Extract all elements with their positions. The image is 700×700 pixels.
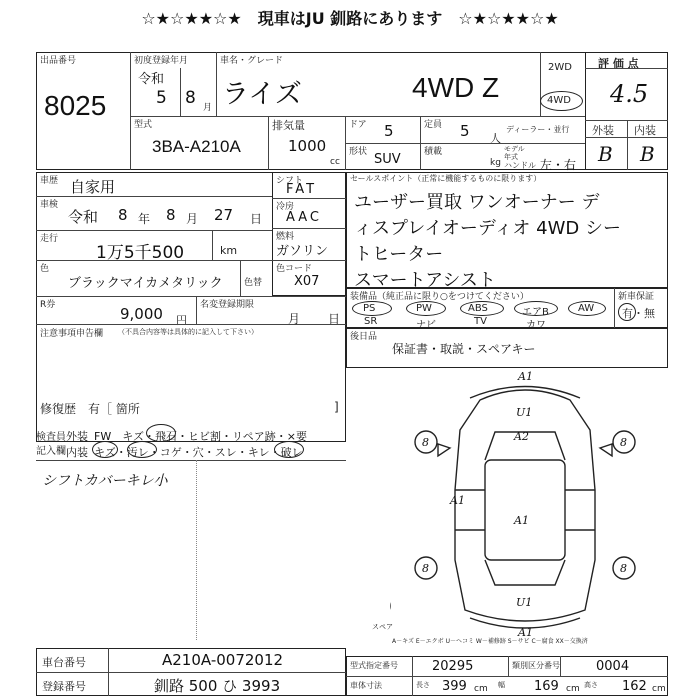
doors-label: ドア: [349, 120, 367, 130]
dims-width-unit: cm: [566, 684, 580, 694]
sales-point-line-2: ィスプレイオーディオ 4WD シー: [354, 218, 621, 239]
notes-sub: （不具合内容等は具体的に記入して下さい）: [118, 328, 258, 336]
plate-value: 釧路 500 ひ 3993: [154, 677, 281, 695]
equip-pw: PW: [416, 303, 432, 314]
equip-navi: ナビ: [416, 320, 436, 331]
mark-a1-roof: A1: [514, 514, 529, 527]
deadline-day-unit: 日: [328, 312, 341, 326]
handwritten-note: シフトカバーキレ小: [42, 473, 168, 489]
car-diagram: [390, 370, 660, 640]
model-year-label2: 年式: [504, 153, 518, 161]
ac-value: AAC: [286, 210, 322, 225]
postscript-label: 後日品: [350, 332, 378, 342]
sales-point-line-3: トヒーター: [354, 244, 444, 265]
sales-points-label: セールスポイント（正常に機能するものに限ります）: [350, 174, 542, 183]
inspector-exterior-items: FW キズ・飛石・ヒビ割・リペア跡・×要: [94, 430, 307, 443]
color-code-value: X07: [294, 274, 320, 289]
plate-label: 登録番号: [42, 680, 86, 693]
dims-length-label: 長さ: [416, 681, 430, 689]
score-value: 4.5: [610, 80, 649, 108]
inspection-era: 令和: [68, 208, 99, 226]
model-name: ライズ: [222, 79, 302, 110]
listing-label: 出品番号: [40, 56, 77, 66]
spare-label: スペア: [372, 623, 393, 631]
first-reg-era: 令和: [138, 72, 165, 87]
equip-airbag: エアB: [522, 307, 549, 318]
inspector-label-1: 検査員: [36, 432, 66, 443]
inspection-label: 車検: [40, 200, 59, 210]
first-reg-label: 初度登録年月: [134, 56, 189, 66]
equip-tv: TV: [474, 316, 487, 327]
inspection-month: 8: [166, 206, 176, 224]
first-reg-year: 5: [156, 88, 167, 108]
mileage-label: 走行: [40, 234, 59, 244]
color-value: ブラックマイカメタリック: [68, 276, 223, 291]
chassis-label: 車台番号: [42, 656, 86, 669]
inspection-day: 27: [214, 206, 234, 224]
type-value: 3BA-A210A: [152, 137, 241, 156]
inspection-month-unit: 月: [186, 212, 199, 226]
recycle-value: 9,000: [120, 305, 163, 323]
inspector-label-2: 記入欄: [36, 446, 66, 457]
designation-value: 20295: [432, 659, 474, 674]
mark-a1-front: A1: [518, 370, 533, 383]
model-year-label1: モデル: [504, 145, 525, 153]
displacement-value: 1000: [288, 137, 327, 155]
inspection-year: 8: [118, 206, 128, 224]
capacity-value: 5: [460, 122, 470, 140]
dims-width: 169: [534, 679, 559, 694]
capacity-label: 定員: [424, 120, 443, 130]
sales-point-line-4: スマートアシスト: [354, 270, 496, 291]
repair-label: 修復歴: [40, 402, 77, 416]
class-label: 類別区分番号: [512, 661, 560, 670]
load-label: 積載: [424, 147, 443, 157]
inspection-day-unit: 日: [250, 212, 263, 226]
chassis-value: A210A-0072012: [162, 651, 284, 669]
dims-height-unit: cm: [652, 684, 666, 694]
handle-label: ハンドル: [504, 161, 536, 170]
sales-point-line-1: ユーザー買取 ワンオーナー デ: [354, 192, 600, 213]
shape-value: SUV: [374, 152, 401, 167]
mark-u1-rear: U1: [516, 596, 533, 609]
mark-u1-hood: U1: [516, 406, 533, 419]
postscript-value: 保証書・取説・スペアキー: [392, 342, 536, 356]
dims-label: 車体寸法: [350, 681, 382, 690]
inspector-exterior-label: 外装: [66, 430, 88, 443]
handle-value: 左・右: [540, 158, 577, 172]
inspection-year-unit: 年: [138, 212, 151, 226]
mileage-unit: km: [220, 244, 238, 257]
repair-value: 有［ 箇所: [88, 402, 140, 416]
equip-sr: SR: [364, 316, 378, 327]
score-label: 評 価 点: [598, 57, 639, 70]
color-replace-label: 色替: [244, 278, 263, 288]
mark-a1-rear: A1: [518, 626, 533, 639]
mark-a1-left: A1: [450, 494, 465, 507]
tire-mark-rl: 8: [422, 562, 429, 575]
fuel-value: ガソリン: [276, 244, 329, 259]
listing-number: 8025: [44, 90, 107, 121]
inspector-interior-items: キズ・汚レ・コゲ・穴・スレ・キレ・破レ: [94, 446, 303, 459]
ext-label: 外装: [592, 124, 614, 137]
inspector-interior-label: 内装: [66, 446, 88, 459]
warranty-value: 有・無: [622, 307, 655, 320]
displacement-unit: cc: [330, 157, 340, 167]
recycle-unit: 円: [176, 314, 187, 327]
designation-label: 型式指定番号: [350, 661, 398, 670]
car-type-label: 車歴: [40, 176, 59, 186]
type-label: 型式: [134, 120, 153, 130]
banner: ☆★☆★★☆★ 現車はJU 釧路にあります ☆★☆★★☆★: [141, 9, 559, 28]
capacity-unit: 人: [490, 132, 501, 145]
first-reg-month: 8: [185, 88, 196, 108]
color-code-label: 色コード: [276, 264, 313, 274]
dims-length-unit: cm: [474, 684, 488, 694]
deadline-label: 名変登録期限: [200, 300, 255, 310]
car-type-value: 自家用: [70, 178, 116, 196]
equipment-label: 装備品（純正品に限り○をつけてください）: [350, 292, 529, 302]
recycle-label: R券: [40, 300, 56, 310]
dealer-label: ディーラー・並行: [506, 125, 570, 134]
load-unit: kg: [490, 158, 501, 168]
mileage-value: 1万5千500: [96, 243, 185, 263]
doors-value: 5: [384, 122, 394, 140]
tire-mark-rr: 8: [620, 562, 627, 575]
repair-bracket: ]: [334, 400, 339, 414]
equip-abs: ABS: [468, 303, 488, 314]
deadline-month-unit: 月: [288, 312, 301, 326]
shift-label: シフト: [276, 176, 304, 186]
drive-2wd: 2WD: [548, 62, 572, 73]
color-label: 色: [40, 264, 50, 274]
class-value: 0004: [596, 659, 630, 674]
model-grade: 4WD Z: [412, 72, 500, 103]
ac-label: 冷房: [276, 202, 295, 212]
dims-height-label: 高さ: [584, 681, 598, 689]
first-reg-month-unit: 月: [203, 103, 213, 113]
model-label: 車名・グレード: [220, 56, 284, 66]
equip-aw: AW: [578, 303, 595, 314]
tire-mark-fl: 8: [422, 436, 429, 449]
equip-ps: PS: [363, 303, 376, 314]
ext-value: B: [598, 142, 613, 166]
diagram-legend: A－キズ E－エクボ U－ヘコミ W－補修跡 S－サビ C－腐食 XX－交換済: [392, 638, 588, 645]
mark-a2-hood: A2: [514, 430, 529, 443]
int-value: B: [640, 142, 655, 166]
int-label: 内装: [634, 124, 656, 137]
dims-height: 162: [622, 679, 647, 694]
drive-4wd: 4WD: [547, 95, 571, 106]
shape-label: 形状: [349, 147, 368, 157]
dims-width-label: 幅: [498, 681, 505, 689]
equip-leather: カワ: [526, 320, 546, 331]
fuel-label: 燃料: [276, 232, 295, 242]
dims-length: 399: [442, 679, 467, 694]
displacement-label: 排気量: [272, 119, 305, 132]
warranty-label: 新車保証: [618, 292, 655, 302]
tire-mark-fr: 8: [620, 436, 627, 449]
notes-label: 注意事項申告欄: [40, 329, 104, 339]
shift-value: FAT: [286, 182, 318, 197]
